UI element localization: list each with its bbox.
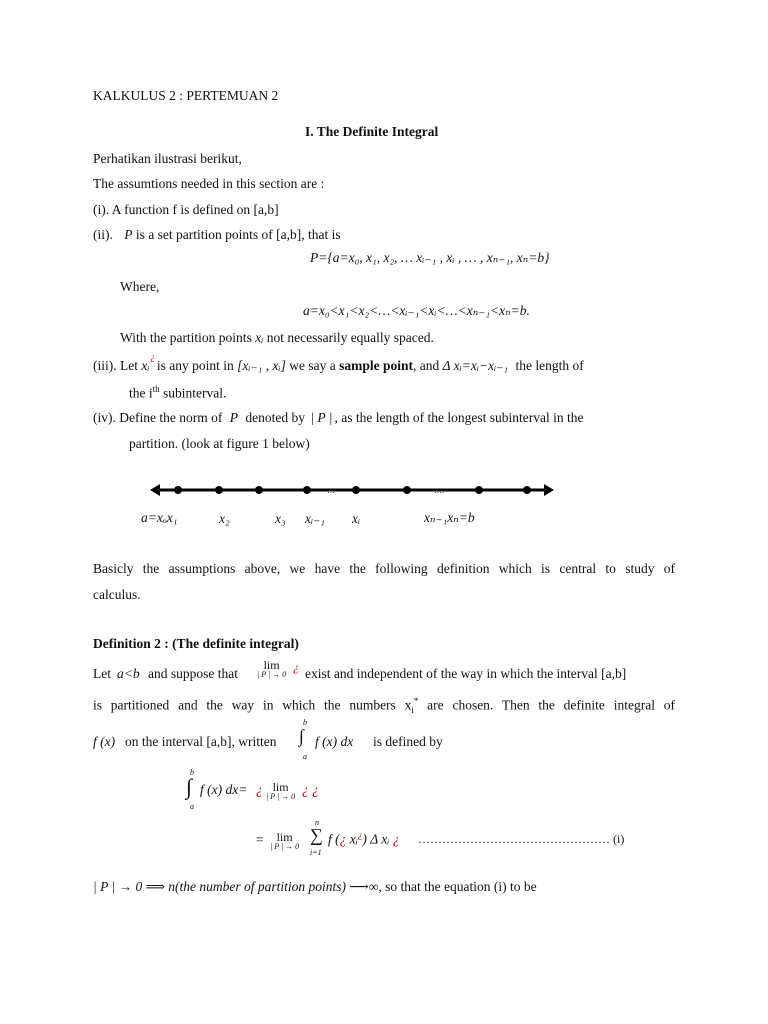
number-line-figure bbox=[140, 478, 570, 504]
partition-point bbox=[475, 486, 483, 494]
assumptions-line: The assumtions needed in this section are : bbox=[93, 176, 325, 191]
definition-line2: is partitioned and the way in which the numbers $x_i^*$ are chosen. Then the definite integral of bbox=[93, 696, 675, 716]
sum-sign: ∑ bbox=[310, 825, 323, 845]
partition-point bbox=[352, 486, 360, 494]
item-ii: (ii). P is a set partition points of [a,b], that is bbox=[93, 227, 341, 242]
equation-riemann-sum: = lim | P | → 0 n ∑ i=1 f (¿ xᵢ¿) Δ xᵢ ¿ bbox=[256, 818, 400, 857]
where-label: Where, bbox=[120, 279, 160, 294]
final-line: | P | → 0 ⟹ n(the number of partition points) ⟶∞, so that the equation (i) to be bbox=[93, 879, 537, 894]
partition-point bbox=[255, 486, 263, 494]
label-xi-1: xᵢ₋₁ bbox=[305, 511, 325, 526]
equation-number: ………………………………………… (i) bbox=[418, 832, 625, 846]
partition-note: With the partition points xᵢ not necessarily equally spaced. bbox=[120, 330, 434, 345]
partition-set-formula: P={a=x₀, x₁, x₂, … xᵢ₋₁ , xᵢ , … , xₙ₋₁, xₙ=b} bbox=[310, 250, 550, 265]
partition-point bbox=[303, 486, 311, 494]
item-iii-line2: the $i^{th}$ subinterval. bbox=[129, 384, 227, 401]
integral-sign-small: ∫ bbox=[299, 726, 304, 746]
section-title: I. The Definite Integral bbox=[305, 124, 439, 139]
definition-line3: f (x) on the interval [a,b], written b ∫ a f (x) dx is defined by bbox=[93, 718, 443, 761]
label-x2: x₂ bbox=[219, 511, 230, 526]
limit-expression: lim | P | → 0 bbox=[270, 830, 300, 851]
limit-expression: lim | P | → 0 bbox=[257, 658, 287, 679]
definition-line1: Let a<b and suppose that lim | P | → 0 ¿ exist and independent of the way in which the interval [a,b] bbox=[93, 658, 627, 681]
intro-line: Perhatikan ilustrasi berikut, bbox=[93, 151, 242, 166]
left-arrowhead bbox=[150, 484, 160, 496]
item-iv-line1: (iv). Define the norm of P denoted by | P | , as the length of the longest subinterval in the bbox=[93, 410, 584, 425]
definition-title: Definition 2 : (The definite integral) bbox=[93, 636, 299, 651]
item-iv-line2: partition. (look at figure 1 below) bbox=[129, 436, 310, 451]
ellipsis-2: …. bbox=[434, 486, 444, 495]
right-arrowhead bbox=[544, 484, 554, 496]
basicly-para-line2: calculus. bbox=[93, 587, 141, 602]
label-a-x0-x1: a=xₒx₁ bbox=[141, 510, 178, 525]
partition-point bbox=[174, 486, 182, 494]
label-xi: xᵢ bbox=[352, 511, 361, 526]
item-iii-line1: (iii). Let xᵢ ¿ is any point in [xᵢ₋₁ , xᵢ] we say a sample point, and Δ xᵢ=xᵢ−xᵢ₋₁ the length of bbox=[93, 352, 584, 373]
limit-expression: lim | P | → 0 bbox=[266, 780, 296, 801]
integral-sign: ∫ bbox=[186, 774, 193, 799]
partition-point bbox=[523, 486, 531, 494]
partition-inequality: a=x₀<x₁<x₂<…<xᵢ₋₁<xᵢ<…<xₙ₋₁<xₙ=b. bbox=[303, 303, 530, 318]
partition-point bbox=[215, 486, 223, 494]
equation-definite-integral: b ∫ a f (x) dx= ¿ lim | P | → 0 ¿ ¿ bbox=[186, 768, 319, 811]
ellipsis-1: … bbox=[327, 486, 335, 495]
document-header: KALKULUS 2 : PERTEMUAN 2 bbox=[93, 88, 279, 103]
label-x3: x₃ bbox=[275, 511, 286, 526]
basicly-para-line1: Basicly the assumptions above, we have the following definition which is central to study of bbox=[93, 561, 675, 576]
item-i: (i). A function f is defined on [a,b] bbox=[93, 202, 279, 217]
label-xn-1-xn-b: xₙ₋₁xₙ=b bbox=[424, 510, 475, 525]
partition-point bbox=[403, 486, 411, 494]
